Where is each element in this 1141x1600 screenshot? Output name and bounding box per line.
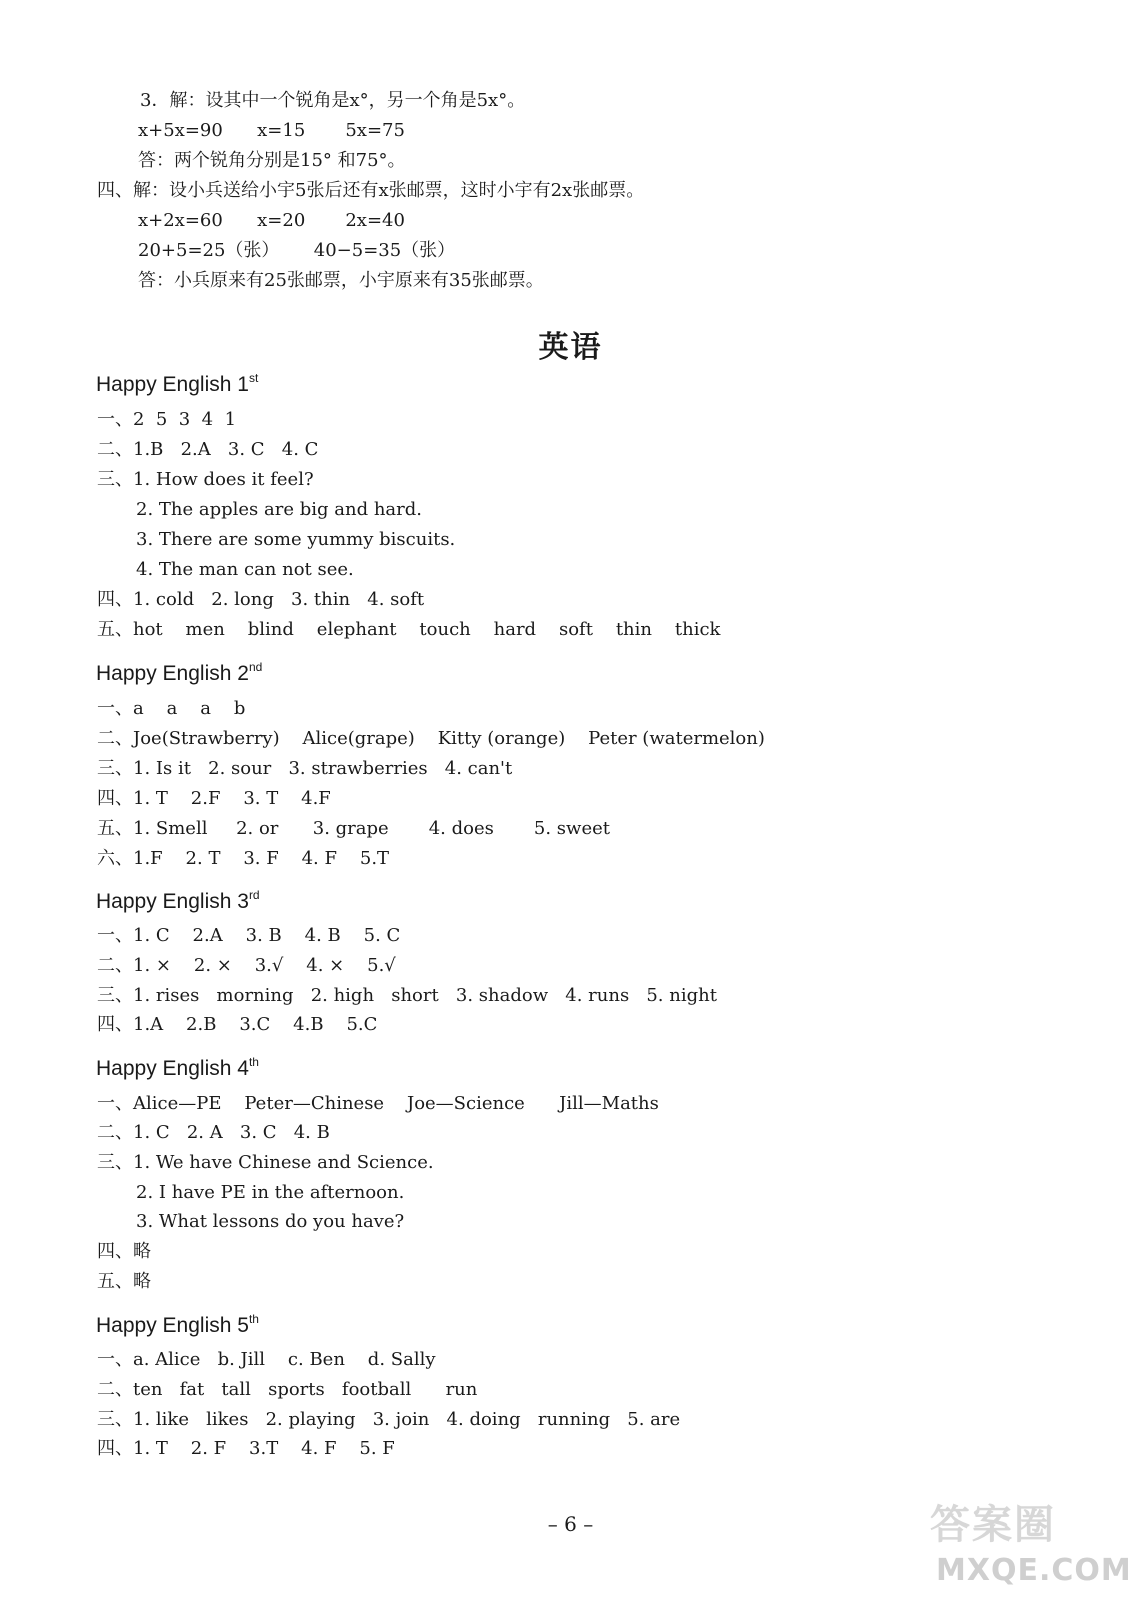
unit-heading: Happy English 4th (96, 1055, 259, 1080)
answer-line: 2. I have PE in the afternoon. (136, 1182, 405, 1203)
answer-line: 二、ten fat tall sports football run (97, 1379, 478, 1400)
math-line: 答：两个锐角分别是15° 和75°。 (138, 150, 406, 171)
answer-line: 3. There are some yummy biscuits. (136, 529, 456, 550)
answer-line: 2. The apples are big and hard. (136, 499, 422, 520)
answer-line: 一、a a a b (97, 698, 246, 719)
section-title: 英语 (538, 330, 603, 365)
unit-heading: Happy English 1st (96, 371, 259, 396)
math-line: 四、解：设小兵送给小宇5张后还有x张邮票，这时小宇有2x张邮票。 (97, 180, 645, 201)
answer-line: 二、Joe(Strawberry) Alice(grape) Kitty (orange) Peter (watermelon) (97, 728, 765, 749)
answer-line: 二、1.B 2.A 3. C 4. C (97, 439, 319, 460)
math-line: x+5x=90 x=15 5x=75 (138, 120, 405, 141)
answer-line: 一、1. C 2.A 3. B 4. B 5. C (97, 925, 401, 946)
answer-line: 三、1. We have Chinese and Science. (97, 1152, 434, 1173)
unit-heading: Happy English 5th (96, 1312, 259, 1337)
answer-line: 四、1. T 2. F 3.T 4. F 5. F (97, 1438, 395, 1459)
math-line: x+2x=60 x=20 2x=40 (138, 210, 405, 231)
answer-line: 四、1. T 2.F 3. T 4.F (97, 788, 331, 809)
answer-line: 三、1. rises morning 2. high short 3. shadow 4. runs 5. night (97, 985, 717, 1006)
answer-line: 二、1. C 2. A 3. C 4. B (97, 1122, 330, 1143)
answer-line: 一、Alice—PE Peter—Chinese Joe—Science Jill—Maths (97, 1093, 659, 1114)
answer-line: 二、1. × 2. × 3.√ 4. × 5.√ (97, 955, 396, 976)
math-line: 3．解：设其中一个锐角是x°，另一个角是5x°。 (140, 90, 526, 111)
answer-line: 六、1.F 2. T 3. F 4. F 5.T (97, 848, 390, 869)
page-number: – 6 – (547, 1512, 594, 1536)
math-line: 20+5=25（张） 40−5=35（张） (138, 240, 456, 261)
answer-line: 4. The man can not see. (136, 559, 354, 580)
unit-heading: Happy English 3rd (96, 888, 260, 913)
answer-line: 五、1. Smell 2. or 3. grape 4. does 5. sweet (97, 818, 610, 839)
answer-line: 三、1. Is it 2. sour 3. strawberries 4. can't (97, 758, 513, 779)
answer-line: 四、1.A 2.B 3.C 4.B 5.C (97, 1014, 378, 1035)
watermark-logo (930, 1500, 1130, 1596)
unit-heading: Happy English 2nd (96, 660, 263, 685)
answer-line: 五、略 (97, 1271, 151, 1292)
watermark-url: MXQE.COM (936, 1553, 1132, 1588)
answer-line: 3. What lessons do you have? (136, 1211, 405, 1232)
math-line: 答：小兵原来有25张邮票，小宇原来有35张邮票。 (138, 270, 544, 291)
answer-line: 一、2 5 3 4 1 (97, 409, 237, 430)
watermark-logo-text: 答案圈 (930, 1502, 1056, 1548)
answer-line: 三、1. like likes 2. playing 3. join 4. doing running 5. are (97, 1409, 681, 1430)
answer-line: 四、略 (97, 1241, 151, 1262)
answer-line: 五、hot men blind elephant touch hard soft thin thick (97, 619, 721, 640)
answer-line: 四、1. cold 2. long 3. thin 4. soft (97, 589, 425, 610)
answer-line: 三、1. How does it feel? (97, 469, 314, 490)
answer-line: 一、a. Alice b. Jill c. Ben d. Sally (97, 1349, 436, 1370)
